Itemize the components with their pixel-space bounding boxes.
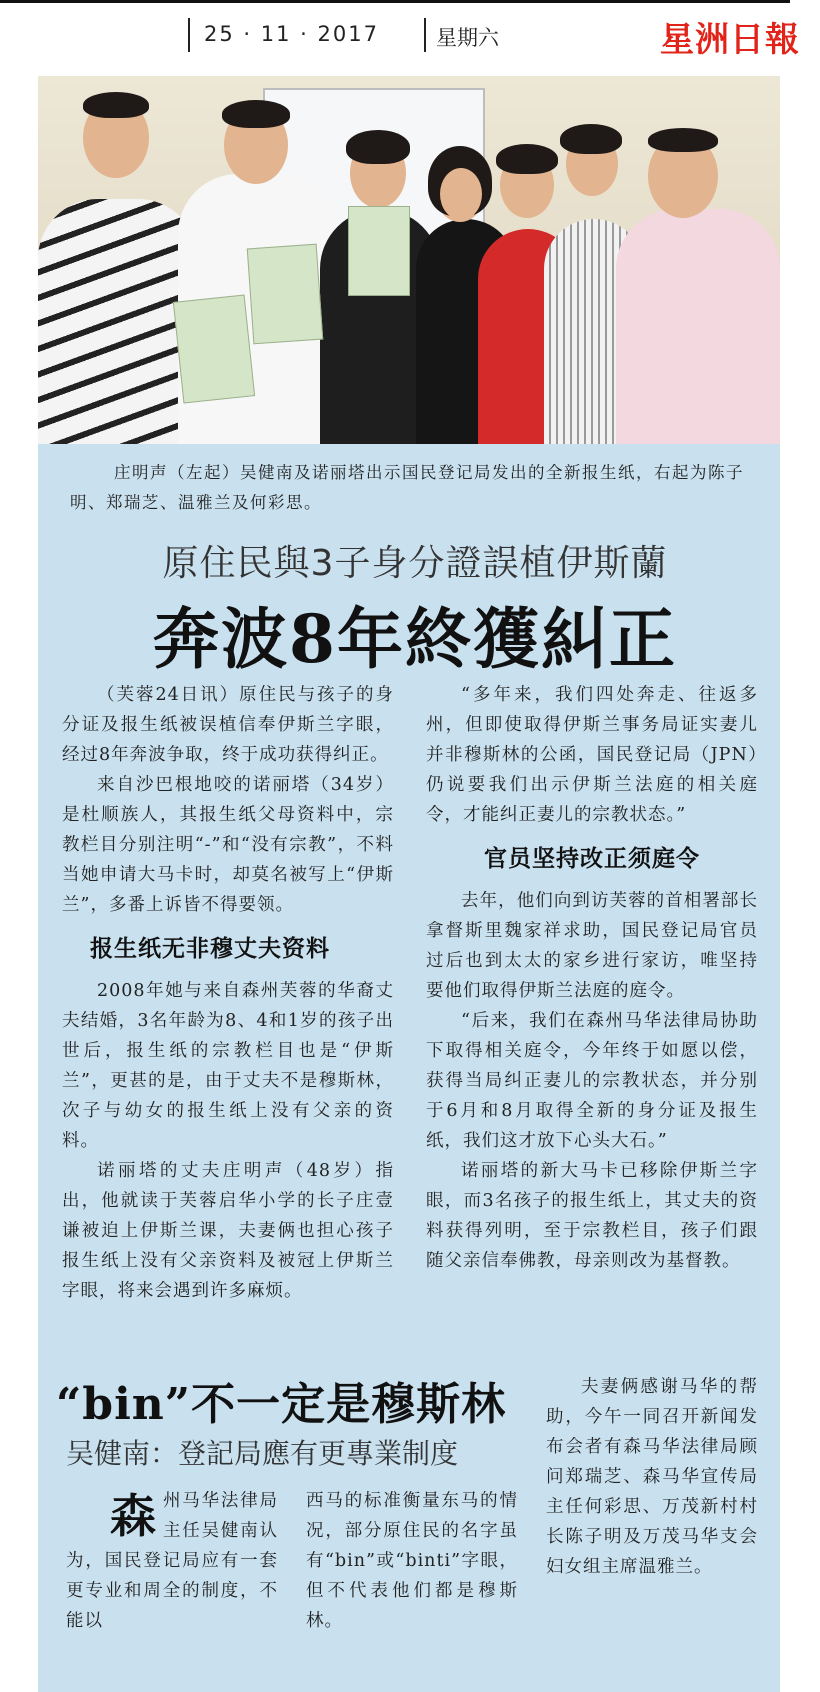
person-3-hair	[346, 130, 410, 164]
paragraph: “后来，我们在森州马华法律局协助下取得相关庭令，今年终于如愿以偿，获得当局纠正妻儿的宗教状态，并分别于6月和8月取得全新的身分证及报生纸，我们这才放下心头大石。”	[426, 1011, 758, 1151]
caption-text: 庄明声（左起）吴健南及诺丽塔出示国民登记局发出的全新报生纸，右起为陈子明、郑瑞芝、温雅兰及何彩思。	[70, 463, 744, 512]
person-5-hair	[496, 144, 558, 174]
paragraph: 诺丽塔的新大马卡已移除伊斯兰字眼，而3名孩子的报生纸上，其丈夫的资料获得列明，至于宗教栏目，孩子们跟随父亲信奉佛教，母亲则改为基督教。	[426, 1161, 758, 1271]
newspaper-logo: 星洲日報	[660, 20, 800, 60]
sidebar-headline: “bin”不一定是穆斯林	[56, 1379, 507, 1430]
header-divider	[188, 18, 190, 52]
article-column-right	[426, 680, 758, 1276]
paragraph: 2008年她与来自森州芙蓉的华裔丈夫结婚，3名年龄为8、4和1岁的孩子出世后，报生纸的宗教栏目也是“伊斯兰”，更甚的是，由于丈夫不是穆斯林，次子与幼女的报生纸上没有父亲的资料。	[62, 981, 394, 1151]
top-rule	[0, 0, 790, 3]
sidebar-text: 州马华法律局主任吴健南认为，国民登记局应有一套更专业和周全的制度，不能以	[66, 1491, 278, 1631]
paragraph: 诺丽塔的丈夫庄明声（48岁）指出，他就读于芙蓉启华小学的长子庄壹谦被迫上伊斯兰课，夫妻俩也担心孩子报生纸上没有父亲资料及被冠上伊斯兰字眼，将来会遇到许多麻烦。	[62, 1161, 394, 1301]
issue-date: 25 · 11 · 2017	[204, 22, 379, 46]
birth-certificate	[173, 295, 255, 404]
drop-cap: 森	[110, 1489, 157, 1543]
paragraph: （芙蓉24日讯）原住民与孩子的身分证及报生纸被误植信奉伊斯兰字眼，经过8年奔波争取，终于成功获得纠正。	[62, 685, 394, 765]
person-2-hair	[222, 100, 290, 128]
section-heading: 官员坚持改正须庭令	[484, 846, 700, 872]
birth-certificate	[247, 244, 324, 345]
sidebar-column-3	[546, 1372, 758, 1582]
sidebar-subheadline: 吴健南：登記局應有更專業制度	[66, 1437, 459, 1470]
paragraph: 来自沙巴根地咬的诺丽塔（34岁）是杜顺族人，其报生纸父母资料中，宗教栏目分别注明“-”和“没有宗教”，不料当她申请大马卡时，却莫名被写上“伊斯兰”，多番上诉皆不得要领。	[62, 775, 394, 915]
photo-caption	[70, 458, 760, 518]
sidebar-text: 夫妻俩感谢马华的帮助，今午一同召开新闻发布会者有森马华法律局顾问郑瑞芝、森马华宣传局主任何彩思、万茂新村村长陈子明及万茂马华支会妇女组主席温雅兰。	[546, 1377, 758, 1577]
person-4-face	[440, 168, 482, 220]
person-1-hair	[83, 92, 149, 118]
sidebar-text: 西马的标准衡量东马的情况，部分原住民的名字虽有“bin”或“binti”字眼，但不代表他们都是穆斯林。	[306, 1491, 518, 1631]
person-7	[616, 209, 780, 444]
person-7-hair	[648, 128, 718, 152]
article-column-left	[62, 680, 394, 1306]
header-divider	[424, 18, 426, 52]
article-subheadline: 原住民與3子身分證誤植伊斯蘭	[162, 543, 668, 584]
person-6-hair	[560, 124, 622, 154]
sidebar-column-1	[66, 1486, 278, 1636]
article-headline: 奔波8年終獲糾正	[153, 600, 677, 678]
paragraph: “多年来，我们四处奔走、往返多州，但即使取得伊斯兰事务局证实妻儿并非穆斯林的公函，国民登记局（JPN）仍说要我们出示伊斯兰法庭的相关庭令，才能纠正妻儿的宗教状态。”	[426, 685, 758, 825]
issue-weekday: 星期六	[436, 26, 499, 50]
birth-certificate	[348, 206, 410, 296]
section-heading: 报生纸无非穆丈夫资料	[90, 936, 330, 962]
paragraph: 去年，他们向到访芙蓉的首相署部长拿督斯里魏家祥求助，国民登记局官员过后也到太太的家乡进行家访，唯坚持要他们取得伊斯兰法庭的庭令。	[426, 891, 758, 1001]
sidebar-column-2	[306, 1486, 518, 1636]
group-photo	[38, 76, 780, 444]
